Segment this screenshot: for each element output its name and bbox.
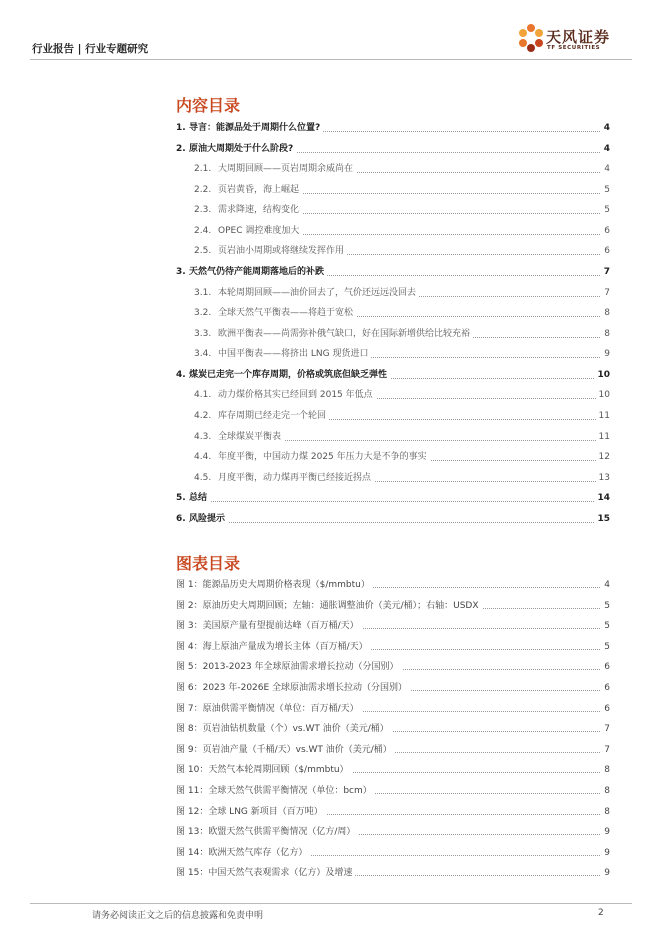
figure-entry-page: 7 bbox=[601, 743, 610, 757]
toc-entry[interactable] bbox=[176, 224, 610, 238]
figure-entry[interactable] bbox=[176, 743, 610, 757]
toc-entry-text: 动力煤价格其实已经回到 2015 年低点 bbox=[218, 388, 376, 402]
toc-entry-number: 4.4. bbox=[194, 452, 212, 463]
figure-entry-page: 4 bbox=[601, 578, 610, 592]
toc-entry-text: 页岩油小周期或将继续发挥作用 bbox=[218, 244, 347, 258]
toc-entry-text: 全球煤炭平衡表 bbox=[218, 430, 284, 444]
toc-entry[interactable] bbox=[176, 491, 610, 505]
figure-entry-text: 图 5：2013-2023 年全球原油需求增长拉动（分国别） bbox=[176, 660, 402, 674]
figure-entry-page: 9 bbox=[601, 866, 610, 880]
figure-entry[interactable] bbox=[176, 702, 610, 716]
toc-entry-number: 2.2. bbox=[194, 184, 212, 195]
figures-title: 图表目录 bbox=[176, 554, 241, 573]
toc-entry-page: 10 bbox=[594, 368, 610, 382]
toc-entry-page: 10 bbox=[596, 388, 610, 402]
toc-entry-number: 4.3. bbox=[194, 431, 212, 442]
toc-entry[interactable] bbox=[176, 450, 610, 464]
toc-entry-number: 2.1. bbox=[194, 164, 212, 175]
figure-entry-text: 图 4：海上原油产量成为增长主体（百万桶/天） bbox=[176, 640, 371, 654]
toc-entry[interactable] bbox=[176, 203, 610, 217]
toc-entry-page: 4 bbox=[601, 142, 610, 156]
figure-entry-text: 图 7：原油供需平衡情况（单位：百万桶/天） bbox=[176, 702, 362, 716]
toc-entry-page: 11 bbox=[596, 430, 610, 444]
figure-entry-page: 9 bbox=[601, 846, 610, 860]
figure-entry-text: 图 3：美国原产量有望提前达峰（百万桶/天） bbox=[176, 619, 362, 633]
toc-entry-text: 导言：能源品处于周期什么位置? bbox=[189, 121, 323, 135]
toc-entry-text: 大周期回顾——页岩周期余威尚在 bbox=[218, 162, 356, 176]
toc-entry-number: 6. bbox=[176, 513, 186, 524]
figure-entry-text: 图 15：中国天然气表观需求（亿方）及增速 bbox=[176, 866, 355, 880]
toc-entry-number: 2.5. bbox=[194, 246, 212, 257]
toc-entry-page: 6 bbox=[601, 224, 610, 238]
figure-entry-page: 5 bbox=[601, 640, 610, 654]
figure-entry-text: 图 1：能源品历史大周期价格表现（$/mmbtu） bbox=[176, 578, 373, 592]
figure-entry[interactable] bbox=[176, 763, 610, 777]
toc-entry[interactable] bbox=[176, 409, 610, 423]
toc-entry-page: 5 bbox=[601, 183, 610, 197]
toc-entry-number: 3.3. bbox=[194, 328, 212, 339]
toc-entry-page: 7 bbox=[601, 265, 610, 279]
figure-entry-text: 图 6：2023 年-2026E 全球原油需求增长拉动（分国别） bbox=[176, 681, 410, 695]
toc-entry-page: 12 bbox=[596, 450, 610, 464]
toc-entry-number: 3. bbox=[176, 266, 186, 277]
toc-entry-text: 全球天然气平衡表——将趋于宽松 bbox=[218, 306, 356, 320]
figure-entry-page: 5 bbox=[601, 599, 610, 613]
toc-entry[interactable] bbox=[176, 430, 610, 444]
toc-entry[interactable] bbox=[176, 183, 610, 197]
toc-entry-number: 4.5. bbox=[194, 472, 212, 483]
figure-entry-page: 9 bbox=[601, 825, 610, 839]
toc-entry-text: OPEC 调控难度加大 bbox=[218, 224, 302, 238]
page-number: 2 bbox=[598, 908, 604, 918]
toc-entry-page: 8 bbox=[601, 327, 610, 341]
header-divider bbox=[30, 59, 632, 60]
figure-entry-page: 6 bbox=[601, 681, 610, 695]
toc-entry-number: 2.4. bbox=[194, 225, 212, 236]
figure-entry[interactable] bbox=[176, 599, 610, 613]
toc-entry-page: 7 bbox=[601, 286, 610, 300]
figure-entry[interactable] bbox=[176, 640, 610, 654]
figure-entry-text: 图 9：页岩油产量（千桶/天）vs.WT 油价（美元/桶） bbox=[176, 743, 395, 757]
footer-divider bbox=[30, 903, 632, 904]
figure-entry-text: 图 13：欧盟天然气供需平衡情况（亿方/周） bbox=[176, 825, 358, 839]
toc-entry-number: 5. bbox=[176, 493, 186, 504]
toc-entry[interactable] bbox=[176, 121, 610, 135]
figure-entry-text: 图 2：原油历史大周期回顾；左轴：通胀调整油价（美元/桶）；右轴：USDX bbox=[176, 599, 482, 613]
figure-entry-page: 6 bbox=[601, 702, 610, 716]
toc-entry-text: 月度平衡，动力煤再平衡已经接近拐点 bbox=[218, 471, 374, 485]
toc-entry-page: 8 bbox=[601, 306, 610, 320]
figure-entry[interactable] bbox=[176, 619, 610, 633]
toc-entry-text: 年度平衡，中国动力煤 2025 年压力大是不争的事实 bbox=[218, 450, 430, 464]
toc-title: 内容目录 bbox=[176, 96, 241, 115]
toc-entry-number: 4.2. bbox=[194, 410, 212, 421]
figure-entry-text: 图 11：全球天然气供需平衡情况（单位：bcm） bbox=[176, 784, 375, 798]
toc-entry[interactable] bbox=[176, 286, 610, 300]
toc-entry-text: 需求降速，结构变化 bbox=[218, 203, 302, 217]
toc-leader-dots bbox=[189, 521, 610, 523]
toc-entry-page: 5 bbox=[601, 203, 610, 217]
toc-entry[interactable] bbox=[176, 244, 610, 258]
toc-entry-page: 13 bbox=[596, 471, 610, 485]
figure-entry-text: 图 14：欧洲天然气库存（亿方） bbox=[176, 846, 310, 860]
toc-entry-page: 9 bbox=[601, 347, 610, 361]
figure-entry[interactable] bbox=[176, 681, 610, 695]
toc-entry[interactable] bbox=[176, 471, 610, 485]
toc-entry-number: 4. bbox=[176, 369, 186, 380]
figure-entry-text: 图 10：天然气本轮周期回顾（$/mmbtu） bbox=[176, 763, 352, 777]
logo-text-cn: 天风证券 bbox=[546, 28, 611, 46]
footer-disclaimer: 请务必阅读正文之后的信息披露和免责申明 bbox=[92, 911, 264, 921]
toc-entry-text: 天然气仍待产能周期落地后的补跌 bbox=[189, 265, 327, 279]
figure-entry[interactable] bbox=[176, 578, 610, 592]
figure-entry-page: 8 bbox=[601, 763, 610, 777]
figure-entry[interactable] bbox=[176, 722, 610, 736]
toc-entry-text: 中国平衡表——将挤出 LNG 现货进口 bbox=[218, 347, 371, 361]
figure-entry-page: 8 bbox=[601, 784, 610, 798]
figure-entry-page: 5 bbox=[601, 619, 610, 633]
figure-entry-text: 图 12：全球 LNG 新项目（百万吨） bbox=[176, 805, 326, 819]
toc-entry[interactable] bbox=[176, 327, 610, 341]
toc-entry-page: 4 bbox=[601, 162, 610, 176]
figure-entry[interactable] bbox=[176, 805, 610, 819]
toc-entry-number: 3.2. bbox=[194, 308, 212, 319]
figure-entry[interactable] bbox=[176, 846, 610, 860]
toc-entry-page: 15 bbox=[594, 512, 610, 526]
toc-entry-text: 风险提示 bbox=[189, 512, 228, 526]
figure-entry[interactable] bbox=[176, 825, 610, 839]
toc-entry-number: 2.3. bbox=[194, 205, 212, 216]
toc-entry[interactable] bbox=[176, 265, 610, 279]
toc-entry[interactable] bbox=[176, 388, 610, 402]
toc-entry-number: 4.1. bbox=[194, 390, 212, 401]
toc-entry-page: 4 bbox=[601, 121, 610, 135]
toc-entry-text: 煤炭已走完一个库存周期，价格或筑底但缺乏弹性 bbox=[189, 368, 390, 382]
toc-entry-text: 原油大周期处于什么阶段? bbox=[189, 142, 296, 156]
toc-entry-page: 11 bbox=[596, 409, 610, 423]
toc-entry-number: 1. bbox=[176, 123, 186, 133]
toc-leader-dots bbox=[189, 500, 610, 502]
toc-entry-text: 本轮周期回顾——油价回去了，气价还远远没回去 bbox=[218, 286, 419, 300]
logo-text-en: TF SECURITIES bbox=[547, 45, 601, 51]
report-type-label: 行业报告 | 行业专题研究 bbox=[32, 43, 149, 55]
toc-entry-text: 库存周期已经走完一个轮回 bbox=[218, 409, 329, 423]
figure-entry-page: 7 bbox=[601, 722, 610, 736]
toc-entry[interactable] bbox=[176, 142, 610, 156]
figure-entry-page: 6 bbox=[601, 660, 610, 674]
toc-entry[interactable] bbox=[176, 162, 610, 176]
figure-entry[interactable] bbox=[176, 866, 610, 880]
figure-entry[interactable] bbox=[176, 784, 610, 798]
toc-entry-page: 6 bbox=[601, 244, 610, 258]
figure-entry-text: 图 8：页岩油钻机数量（个）vs.WT 油价（美元/桶） bbox=[176, 722, 392, 736]
toc-entry[interactable] bbox=[176, 368, 610, 382]
figure-entry[interactable] bbox=[176, 660, 610, 674]
toc-entry-number: 3.1. bbox=[194, 287, 212, 298]
toc-entry-number: 2. bbox=[176, 143, 186, 154]
toc-entry-text: 总结 bbox=[189, 491, 210, 505]
toc-entry[interactable] bbox=[176, 306, 610, 320]
figure-entry-page: 8 bbox=[601, 805, 610, 819]
toc-entry[interactable] bbox=[176, 347, 610, 361]
toc-entry-text: 页岩黄昏，海上崛起 bbox=[218, 183, 302, 197]
toc-entry-text: 欧洲平衡表——尚需弥补俄气缺口，好在国际新增供给比较充裕 bbox=[218, 327, 473, 341]
toc-entry[interactable] bbox=[176, 512, 610, 526]
toc-entry-page: 14 bbox=[594, 491, 610, 505]
toc-entry-number: 3.4. bbox=[194, 349, 212, 360]
